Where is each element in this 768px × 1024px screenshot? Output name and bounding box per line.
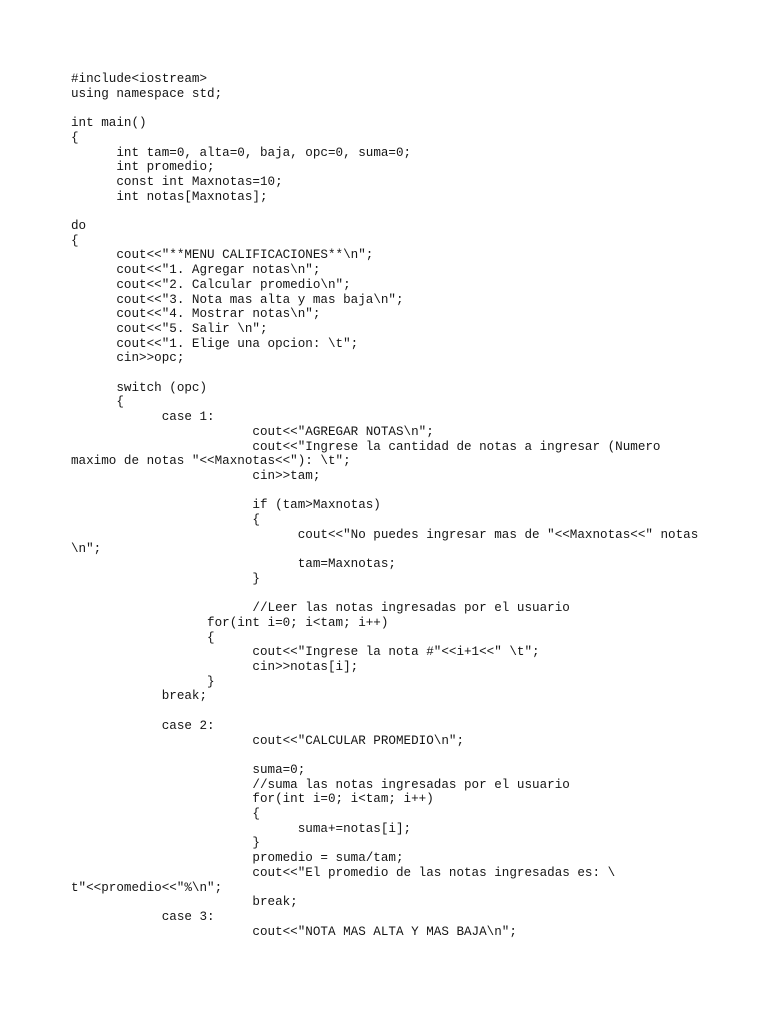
code-indent	[71, 351, 116, 365]
code-text: const int Maxnotas=10;	[116, 174, 283, 189]
code-text: cout<<"Ingrese la cantidad de notas a ingresar (Numero	[252, 439, 661, 454]
code-indent	[71, 719, 162, 733]
code-indent	[71, 675, 207, 689]
code-text: suma=0;	[252, 762, 306, 777]
code-line	[71, 263, 320, 278]
code-line	[71, 572, 260, 587]
code-text: cout<<"CALCULAR PROMEDIO\n";	[252, 733, 465, 748]
code-indent	[71, 322, 116, 336]
code-indent	[71, 866, 252, 880]
code-line	[71, 219, 86, 234]
code-line	[71, 410, 215, 425]
code-indent	[71, 513, 252, 527]
code-text: for(int i=0; i<tam; i++)	[207, 615, 389, 630]
code-indent	[71, 689, 162, 703]
code-line	[71, 778, 570, 793]
code-text: {	[207, 630, 215, 645]
code-text: cin>>tam;	[252, 468, 321, 483]
code-text: using namespace std;	[71, 86, 223, 101]
code-line	[71, 836, 260, 851]
code-indent	[71, 146, 116, 160]
code-line	[71, 675, 215, 690]
code-line	[71, 454, 351, 469]
code-line	[71, 440, 661, 455]
code-text: }	[252, 571, 260, 586]
code-indent	[71, 836, 252, 850]
code-line	[71, 498, 381, 513]
code-indent	[71, 631, 207, 645]
code-text: cout<<"AGREGAR NOTAS\n";	[252, 424, 434, 439]
code-indent	[71, 616, 207, 630]
code-indent	[71, 528, 298, 542]
code-line	[71, 660, 358, 675]
code-line	[71, 866, 615, 881]
code-text: \n";	[71, 542, 102, 557]
code-line	[71, 542, 101, 557]
code-indent	[71, 175, 116, 189]
code-text: cout<<"**MENU CALIFICACIONES**\n";	[116, 248, 374, 263]
code-text: cout<<"1. Agregar notas\n";	[116, 263, 321, 278]
code-line	[71, 293, 404, 308]
code-text: break;	[252, 895, 298, 910]
code-text: cout<<"NOTA MAS ALTA Y MAS BAJA\n";	[252, 924, 517, 939]
code-line	[71, 131, 79, 146]
code-line	[71, 146, 411, 161]
code-line	[71, 307, 320, 322]
code-indent	[71, 248, 116, 262]
code-text: cout<<"3. Nota mas alta y mas baja\n";	[116, 292, 404, 307]
code-text: cout<<"5. Salir \n";	[116, 321, 268, 336]
code-line	[71, 807, 260, 822]
code-text: cout<<"1. Elige una opcion: \t";	[116, 336, 359, 351]
code-indent	[71, 763, 252, 777]
code-indent	[71, 734, 252, 748]
code-line	[71, 351, 184, 366]
code-text: tam=Maxnotas;	[297, 557, 396, 572]
code-line	[71, 190, 268, 205]
code-indent	[71, 851, 252, 865]
code-line	[71, 381, 207, 396]
code-indent	[71, 307, 116, 321]
code-line	[71, 616, 388, 631]
code-text: int main()	[71, 116, 147, 131]
code-line	[71, 645, 540, 660]
code-indent	[71, 498, 252, 512]
code-line	[71, 557, 396, 572]
code-line	[71, 822, 411, 837]
code-line	[71, 734, 464, 749]
code-line	[71, 689, 207, 704]
code-indent	[71, 278, 116, 292]
code-indent	[71, 469, 252, 483]
code-text: {	[116, 395, 124, 410]
code-line	[71, 337, 358, 352]
code-indent	[71, 263, 116, 277]
code-line	[71, 601, 570, 616]
code-text: cin>>opc;	[116, 351, 185, 366]
code-text: if (tam>Maxnotas)	[252, 498, 381, 513]
code-line	[71, 395, 124, 410]
code-text: int notas[Maxnotas];	[116, 189, 268, 204]
code-line	[71, 87, 222, 102]
code-text: }	[252, 836, 260, 851]
code-line	[71, 160, 215, 175]
code-text: case 1:	[161, 410, 215, 425]
code-indent	[71, 557, 298, 571]
code-line	[71, 278, 351, 293]
code-indent	[71, 425, 252, 439]
code-indent	[71, 778, 252, 792]
code-indent	[71, 910, 162, 924]
code-text: case 2:	[161, 718, 215, 733]
code-indent	[71, 381, 116, 395]
code-line	[71, 72, 207, 87]
code-text: #include<iostream>	[71, 72, 208, 86]
code-line	[71, 234, 79, 249]
code-text: for(int i=0; i<tam; i++)	[252, 792, 434, 807]
code-indent	[71, 660, 252, 674]
code-text: int tam=0, alta=0, baja, opc=0, suma=0;	[116, 145, 412, 160]
code-indent	[71, 792, 252, 806]
code-text: cout<<"Ingrese la nota #"<<i+1<<" \t";	[252, 645, 540, 660]
code-text: do	[71, 219, 87, 233]
code-line	[71, 895, 298, 910]
code-text: promedio = suma/tam;	[252, 851, 404, 866]
code-line	[71, 719, 215, 734]
code-line	[71, 851, 404, 866]
code-text: case 3:	[161, 909, 215, 924]
code-line	[71, 763, 305, 778]
code-indent	[71, 572, 252, 586]
code-line	[71, 925, 517, 940]
code-line	[71, 792, 434, 807]
code-indent	[71, 822, 298, 836]
code-line	[71, 910, 215, 925]
code-indent	[71, 395, 116, 409]
code-indent	[71, 601, 252, 615]
code-text: cout<<"2. Calcular promedio\n";	[116, 277, 351, 292]
code-text: suma+=notas[i];	[297, 821, 412, 836]
code-line	[71, 631, 215, 646]
code-indent	[71, 440, 252, 454]
code-indent	[71, 160, 116, 174]
code-text: t"<<promedio<<"%\n";	[71, 880, 223, 895]
code-indent	[71, 293, 116, 307]
code-text: {	[71, 130, 79, 145]
code-text: switch (opc)	[116, 380, 208, 395]
code-indent	[71, 190, 116, 204]
code-indent	[71, 410, 162, 424]
code-text: break;	[161, 689, 208, 704]
code-text: int promedio;	[116, 160, 215, 175]
code-text: cin>>notas[i];	[252, 660, 359, 674]
code-line	[71, 248, 373, 263]
code-line	[71, 116, 147, 131]
code-line	[71, 322, 268, 337]
code-line	[71, 881, 222, 896]
code-text: cout<<"No puedes ingresar mas de "<<Maxnotas<<" notas	[297, 527, 699, 542]
code-line	[71, 469, 320, 484]
code-text: }	[207, 674, 215, 689]
code-indent	[71, 807, 252, 821]
code-indent	[71, 337, 116, 351]
code-indent	[71, 645, 252, 659]
code-line	[71, 513, 260, 528]
code-line	[71, 425, 434, 440]
code-line	[71, 528, 698, 543]
code-text: cout<<"El promedio de las notas ingresadas es: \	[252, 865, 616, 880]
code-text: //Leer las notas ingresadas por el usuario	[252, 601, 570, 616]
code-text: cout<<"4. Mostrar notas\n";	[116, 307, 321, 322]
code-text: {	[71, 233, 79, 248]
code-indent	[71, 925, 252, 939]
code-line	[71, 175, 283, 190]
code-indent	[71, 895, 252, 909]
code-text: //suma las notas ingresadas por el usuario	[252, 777, 570, 792]
code-text: {	[252, 807, 260, 821]
code-text: maximo de notas "<<Maxnotas<<"): \t";	[71, 454, 351, 469]
code-text: {	[252, 513, 260, 527]
